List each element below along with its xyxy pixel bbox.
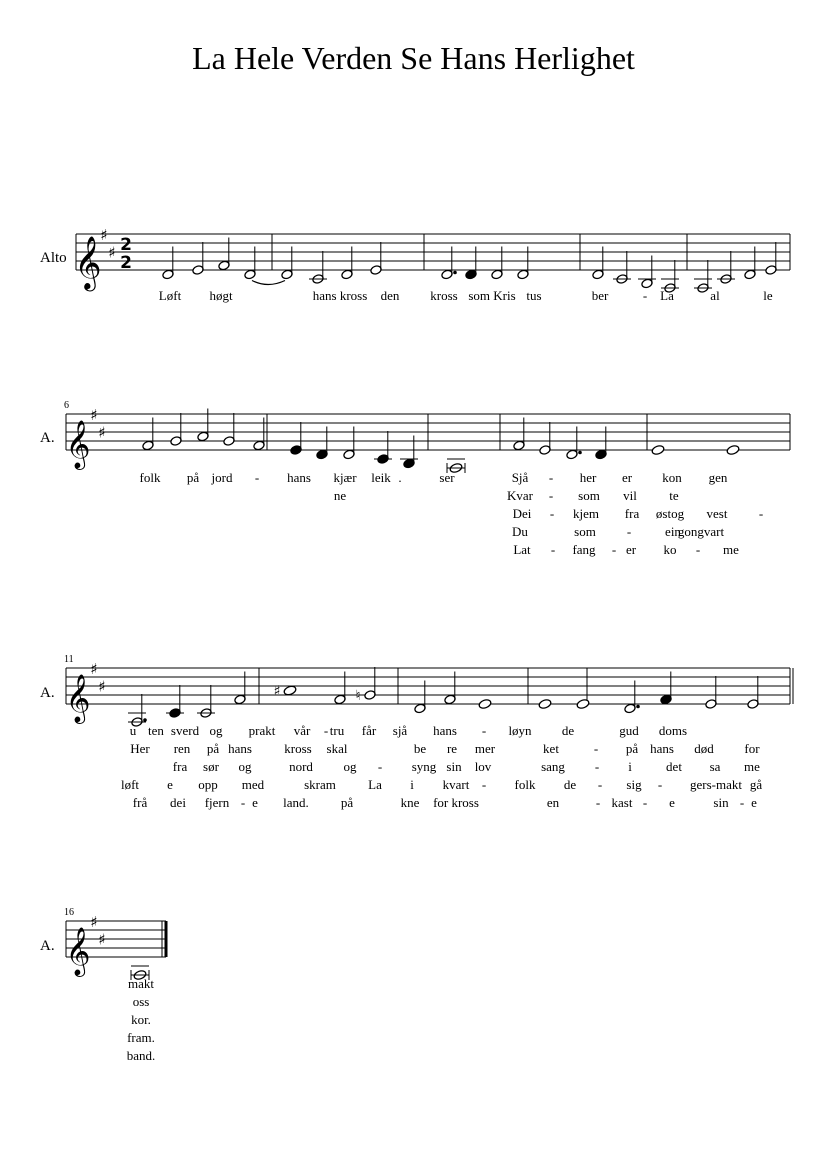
treble-clef-icon: 𝄞 [65, 926, 91, 975]
lyric-syllable: e [669, 795, 675, 810]
lyric-syllable: - [240, 795, 246, 810]
lyric-syllable: band. [126, 1048, 156, 1063]
lyric-syllable: gers-makt [690, 777, 742, 792]
lyric-syllable: kjem [573, 506, 599, 521]
lyric-syllable: ket [543, 741, 559, 756]
lyric-syllable: - [695, 542, 701, 557]
lyric-syllable: på [625, 741, 639, 756]
lyric-syllable: e [167, 777, 173, 792]
lyric-syllable: her [579, 470, 597, 485]
lyric-syllable: syng [411, 759, 437, 774]
lyric-syllable: - [611, 542, 617, 557]
lyric-syllable: det [666, 759, 682, 774]
lyric-syllable: kor. [131, 1012, 151, 1027]
lyric-syllable: kjær [333, 470, 357, 485]
lyric-syllable: - [549, 506, 555, 521]
lyric-syllable: gen [708, 470, 728, 485]
lyric-syllable: Her [130, 741, 150, 756]
lyric-syllable: sin [713, 795, 729, 810]
lyric-syllable: - [594, 759, 600, 774]
augmentation-dot [578, 451, 582, 455]
lyric-syllable: sin [446, 759, 462, 774]
augmentation-dot [453, 271, 457, 275]
time-sig-den: 2 [120, 253, 132, 273]
lyric-syllable: ko [663, 542, 677, 557]
lyric-syllable: for kross [433, 795, 479, 810]
lyric-syllable: Løft [158, 288, 182, 303]
lyric-syllable: som [574, 524, 596, 539]
lyric-syllable: på [206, 741, 220, 756]
treble-clef-icon: 𝄞 [65, 673, 91, 722]
measure-number: 11 [64, 654, 74, 665]
lyric-syllable: sig [626, 777, 642, 792]
natural-accidental-icon: ♮ [355, 688, 361, 704]
lyric-syllable: - [323, 723, 329, 738]
lyric-syllable: nord [289, 759, 313, 774]
page-title: La Hele Verden Se Hans Herlighet [192, 40, 635, 76]
lyric-syllable: er [625, 542, 637, 557]
lyric-syllable: sang [541, 759, 565, 774]
lyric-syllable: kast [611, 795, 633, 810]
lyric-syllable: og [343, 759, 357, 774]
lyric-syllable: kne [400, 795, 420, 810]
note-head [538, 698, 552, 709]
lyric-syllable: - [642, 288, 648, 303]
lyric-syllable: sør [203, 759, 219, 774]
note-head [651, 444, 665, 455]
sharp-c-icon: ♯ [98, 930, 106, 949]
lyric-syllable: hans [287, 470, 311, 485]
lyric-syllable: - [550, 542, 556, 557]
lyric-syllable: for [744, 741, 760, 756]
measure-number: 6 [64, 400, 69, 411]
lyric-syllable: La [660, 288, 674, 303]
lyric-syllable: kross [430, 288, 458, 303]
lyric-syllable: e [252, 795, 258, 810]
lyric-syllable: Kvar [507, 488, 533, 503]
lyric-syllable: sverd [170, 723, 200, 738]
lyric-syllable: kvart [442, 777, 470, 792]
lyric-syllable: skram [304, 777, 336, 792]
lyric-syllable: - [548, 470, 554, 485]
lyric-syllable: makt [128, 976, 154, 991]
lyric-syllable: folk [139, 470, 161, 485]
lyric-syllable: fang [572, 542, 596, 557]
lyric-syllable: på [340, 795, 354, 810]
sharp-f-icon: ♯ [100, 226, 108, 244]
lyric-syllable: - [642, 795, 648, 810]
lyric-syllable: me [744, 759, 760, 774]
lyric-syllable: tus [526, 288, 542, 303]
lyric-syllable: e [751, 795, 757, 810]
lyric-syllable: - [739, 795, 745, 810]
lyric-syllable: løyn [508, 723, 532, 738]
lyric-syllable: de [563, 777, 577, 792]
lyric-syllable: Dei [512, 506, 532, 521]
lyric-syllable: hans [650, 741, 674, 756]
lyric-syllable: oss [132, 994, 150, 1009]
treble-clef-icon: 𝄞 [65, 419, 91, 468]
lyric-syllable: - [593, 741, 599, 756]
lyric-syllable: be [413, 741, 427, 756]
lyric-syllable: - [597, 777, 603, 792]
lyric-syllable: leik [371, 470, 391, 485]
lyric-syllable: vil [623, 488, 637, 503]
note-head [478, 698, 492, 709]
lyric-syllable: hans [433, 723, 457, 738]
lyric-syllable: hans kross [312, 288, 368, 303]
lyric-syllable: får [361, 723, 377, 738]
lyric-syllable: kon [662, 470, 682, 485]
lyric-syllable: er [621, 470, 633, 485]
lyric-syllable: fra [624, 506, 640, 521]
time-sig-num: 2 [120, 235, 132, 255]
instrument-name: Alto [40, 250, 67, 266]
lyric-syllable: de [561, 723, 575, 738]
lyric-syllable: en [546, 795, 560, 810]
lyric-syllable: vest [706, 506, 728, 521]
lyric-syllable: høgt [209, 288, 233, 303]
lyric-syllable: tru [329, 723, 345, 738]
lyric-syllable: - [758, 506, 764, 521]
lyric-syllable: gongvart [677, 524, 725, 539]
lyric-syllable: mer [474, 741, 496, 756]
instrument-abbrev-4: A. [40, 938, 55, 954]
lyric-syllable: opp [198, 777, 218, 792]
lyric-syllable: . [398, 470, 402, 485]
lyric-syllable: sjå [392, 723, 408, 738]
lyric-syllable: løft [120, 777, 140, 792]
lyric-syllable: død [694, 741, 714, 756]
lyric-syllable: og [238, 759, 252, 774]
sharp-f-icon: ♯ [90, 660, 98, 678]
note-head [576, 698, 590, 709]
lyric-syllable: - [595, 795, 601, 810]
lyric-syllable: og [209, 723, 223, 738]
lyric-syllable: fra [172, 759, 188, 774]
lyric-syllable: lov [474, 759, 492, 774]
lyric-syllable: på [186, 470, 200, 485]
tie [252, 281, 285, 285]
lyric-syllable: La [368, 777, 382, 792]
lyric-syllable: skal [326, 741, 348, 756]
lyric-syllable: al [710, 288, 720, 303]
lyric-syllable: - [657, 777, 663, 792]
sharp-c-icon: ♯ [108, 243, 116, 262]
lyric-syllable: som Kris [468, 288, 516, 303]
lyric-syllable: med [241, 777, 265, 792]
lyric-syllable: gå [749, 777, 763, 792]
lyric-syllable: re [446, 741, 458, 756]
lyric-syllable: jord [211, 470, 233, 485]
instrument-abbrev-2: A. [40, 430, 55, 446]
measure-number: 16 [64, 907, 74, 918]
lyric-syllable: - [377, 759, 383, 774]
lyric-syllable: ser [439, 470, 455, 485]
lyric-syllable: sa [709, 759, 721, 774]
lyric-syllable: - [548, 488, 554, 503]
augmentation-dot [143, 718, 147, 722]
sharp-accidental-icon: ♯ [273, 683, 281, 700]
lyric-syllable: den [380, 288, 400, 303]
lyric-syllable: østog [655, 506, 685, 521]
lyric-syllable: ber [591, 288, 609, 303]
lyric-syllable: doms [658, 723, 688, 738]
lyric-syllable: u [129, 723, 137, 738]
lyric-syllable: me [723, 542, 739, 557]
sharp-c-icon: ♯ [98, 423, 106, 442]
lyric-syllable: ein [665, 524, 681, 539]
lyric-syllable: fjern [204, 795, 230, 810]
lyric-syllable: vår [293, 723, 311, 738]
lyric-syllable: ten [148, 723, 164, 738]
lyric-syllable: le [763, 288, 773, 303]
treble-clef-icon: 𝄞 [74, 235, 102, 289]
sharp-f-icon: ♯ [90, 406, 98, 424]
note-head [283, 685, 297, 696]
lyric-syllable: som [578, 488, 600, 503]
sharp-c-icon: ♯ [98, 677, 106, 696]
lyric-syllable: Sjå [511, 470, 529, 485]
lyric-syllable: te [669, 488, 679, 503]
lyric-syllable: Lat [513, 542, 531, 557]
lyric-syllable: i [410, 777, 414, 792]
lyric-syllable: - [481, 723, 487, 738]
lyric-syllable: - [254, 470, 260, 485]
lyric-syllable: land. [283, 795, 309, 810]
lyric-syllable: prakt [248, 723, 276, 738]
lyric-syllable: ne [333, 488, 347, 503]
augmentation-dot [636, 705, 640, 709]
lyric-syllable: folk [514, 777, 536, 792]
note-head [726, 444, 740, 455]
lyric-syllable: dei [170, 795, 186, 810]
lyric-syllable: - [626, 524, 632, 539]
lyric-syllable: hans [228, 741, 252, 756]
instrument-abbrev-3: A. [40, 685, 55, 701]
lyric-syllable: - [481, 777, 487, 792]
lyric-syllable: kross [284, 741, 312, 756]
lyric-syllable: Du [512, 524, 528, 539]
lyric-syllable: gud [619, 723, 639, 738]
lyric-syllable: fram. [127, 1030, 155, 1045]
lyric-syllable: frå [132, 795, 148, 810]
lyric-syllable: i [628, 759, 632, 774]
sharp-f-icon: ♯ [90, 913, 98, 931]
lyric-syllable: ren [173, 741, 191, 756]
